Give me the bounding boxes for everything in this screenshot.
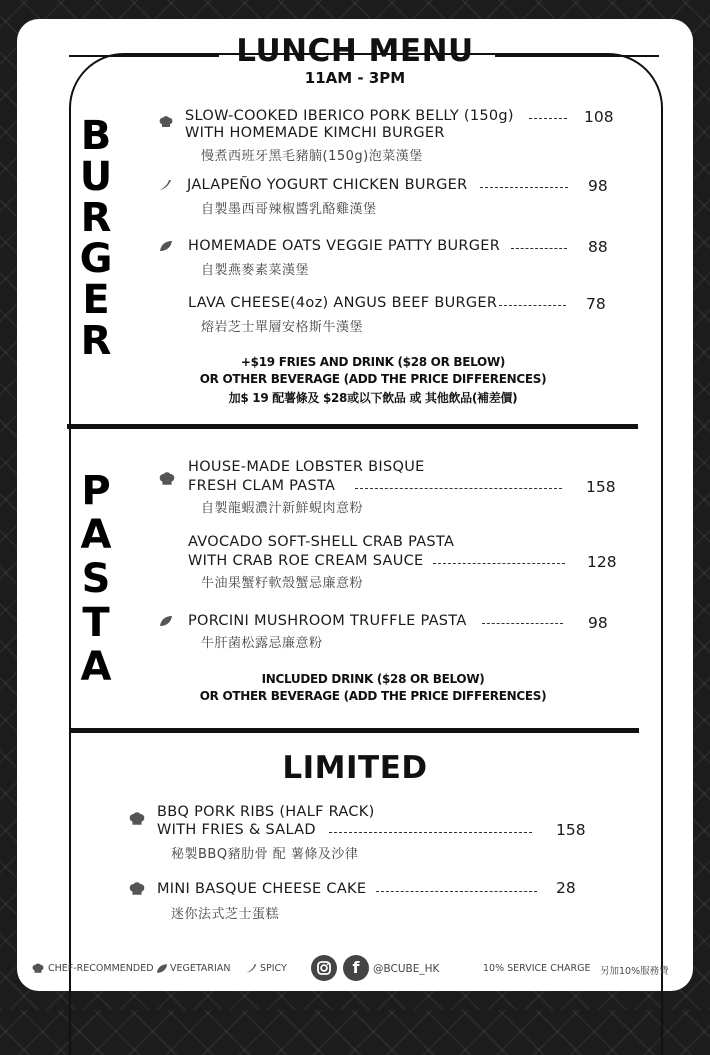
- menu-item-price: 78: [586, 295, 606, 313]
- chef-recommended-icon: [32, 963, 44, 974]
- legend-vegetarian: VEGETARIAN: [170, 963, 231, 974]
- pasta-drink-note: OR OTHER BEVERAGE (ADD THE PRICE DIFFERENCES): [199, 689, 547, 703]
- burger-add-on-note: OR OTHER BEVERAGE (ADD THE PRICE DIFFERENCES): [199, 372, 547, 386]
- letter: R: [80, 318, 112, 364]
- letter: R: [80, 195, 112, 241]
- chef-recommended-icon: [159, 472, 175, 486]
- opening-hours: 11AM - 3PM: [304, 69, 406, 87]
- dotted-leader: [329, 832, 532, 833]
- menu-card: [17, 19, 693, 991]
- pasta-drink-note: INCLUDED DRINK ($28 OR BELOW): [261, 672, 485, 686]
- section-divider: [69, 728, 639, 733]
- menu-item-chinese: 迷你法式芝士蛋糕: [171, 907, 280, 922]
- menu-item-name: PORCINI MUSHROOM TRUFFLE PASTA: [188, 613, 467, 629]
- menu-item-price: 98: [588, 177, 608, 195]
- legend-chef-recommended: CHEF-RECOMMENDED: [48, 963, 154, 974]
- letter: B: [80, 113, 112, 159]
- spicy-icon: [246, 963, 258, 974]
- social-handle[interactable]: @BCUBE_HK: [373, 963, 440, 975]
- menu-item-price: 158: [586, 478, 616, 496]
- dotted-leader: [433, 563, 565, 564]
- menu-item-name: AVOCADO SOFT-SHELL CRAB PASTA: [188, 534, 455, 550]
- chef-recommended-icon: [129, 882, 145, 896]
- menu-item-name-line2: WITH CRAB ROE CREAM SAUCE: [188, 553, 424, 569]
- service-charge-note-chinese: 另加10%服務費: [600, 966, 669, 977]
- menu-item-name-line2: WITH HOMEMADE KIMCHI BURGER: [185, 125, 445, 141]
- menu-item-price: 88: [588, 238, 608, 256]
- menu-item-chinese: 自製龍蝦濃汁新鮮蜆肉意粉: [201, 501, 364, 516]
- vegetarian-icon: [156, 963, 168, 974]
- menu-item-name-line2: FRESH CLAM PASTA: [188, 478, 336, 494]
- vegetarian-icon: [159, 615, 173, 627]
- menu-item-name: HOUSE-MADE LOBSTER BISQUE: [188, 459, 425, 475]
- menu-item-chinese: 熔岩芝士單層安格斯牛漢堡: [201, 320, 364, 335]
- spicy-icon: [159, 179, 173, 191]
- letter: G: [79, 236, 113, 282]
- service-charge-note: 10% SERVICE CHARGE: [483, 963, 591, 974]
- letter: A: [80, 512, 112, 558]
- dotted-leader: [499, 305, 566, 306]
- menu-item-price: 98: [588, 614, 608, 632]
- letter: A: [80, 644, 112, 690]
- dotted-leader: [529, 118, 567, 119]
- menu-item-name-line2: WITH FRIES & SALAD: [157, 822, 316, 838]
- menu-item-name: SLOW-COOKED IBERICO PORK BELLY (150g): [185, 108, 514, 124]
- dotted-leader: [482, 623, 563, 624]
- facebook-icon[interactable]: f: [343, 955, 369, 981]
- letter: U: [79, 154, 113, 200]
- menu-item-price: 28: [556, 879, 576, 897]
- menu-item-chinese: 牛油果蟹籽軟殼蟹忌廉意粉: [201, 576, 364, 591]
- menu-item-name: BBQ PORK RIBS (HALF RACK): [157, 804, 375, 820]
- section-label-pasta: [76, 469, 116, 689]
- dotted-leader: [480, 187, 568, 188]
- menu-item-chinese: 自製燕麥素菜漢堡: [201, 263, 310, 278]
- page-title: LUNCH MENU: [236, 33, 474, 69]
- menu-item-chinese: 自製墨西哥辣椒醬乳酪雞漢堡: [201, 202, 377, 217]
- menu-item-name: JALAPEÑO YOGURT CHICKEN BURGER: [187, 177, 468, 193]
- menu-item-name: MINI BASQUE CHEESE CAKE: [157, 881, 367, 897]
- letter: E: [82, 277, 110, 323]
- letter: S: [81, 556, 111, 602]
- dotted-leader: [355, 488, 562, 489]
- menu-item-chinese: 慢煮西班牙黑毛豬腩(150g)泡菜漢堡: [201, 149, 423, 164]
- chef-recommended-icon: [159, 116, 173, 128]
- legend-spicy: SPICY: [260, 963, 287, 974]
- dotted-leader: [376, 891, 537, 892]
- menu-item-price: 128: [587, 553, 617, 571]
- letter: P: [81, 468, 111, 514]
- instagram-icon[interactable]: [311, 955, 337, 981]
- menu-item-chinese: 牛肝菌松露忌廉意粉: [201, 636, 323, 651]
- burger-add-on-note-chinese: 加$ 19 配薯條及 $28或以下飲品 或 其他飲品(補差價): [228, 391, 518, 405]
- letter: T: [82, 600, 110, 646]
- section-divider: [67, 424, 638, 429]
- burger-add-on-note: +$19 FRIES AND DRINK ($28 OR BELOW): [240, 355, 506, 369]
- chef-recommended-icon: [129, 812, 145, 826]
- menu-item-price: 108: [584, 108, 614, 126]
- section-label-burger: [76, 113, 116, 364]
- menu-item-price: 158: [556, 821, 586, 839]
- menu-item-name: LAVA CHEESE(4oz) ANGUS BEEF BURGER: [188, 295, 498, 311]
- menu-item-name: HOMEMADE OATS VEGGIE PATTY BURGER: [188, 238, 501, 254]
- section-title-limited: LIMITED: [282, 750, 428, 786]
- dotted-leader: [511, 248, 567, 249]
- menu-item-chinese: 秘製BBQ豬肋骨 配 薯條及沙律: [171, 847, 359, 862]
- vegetarian-icon: [159, 240, 173, 252]
